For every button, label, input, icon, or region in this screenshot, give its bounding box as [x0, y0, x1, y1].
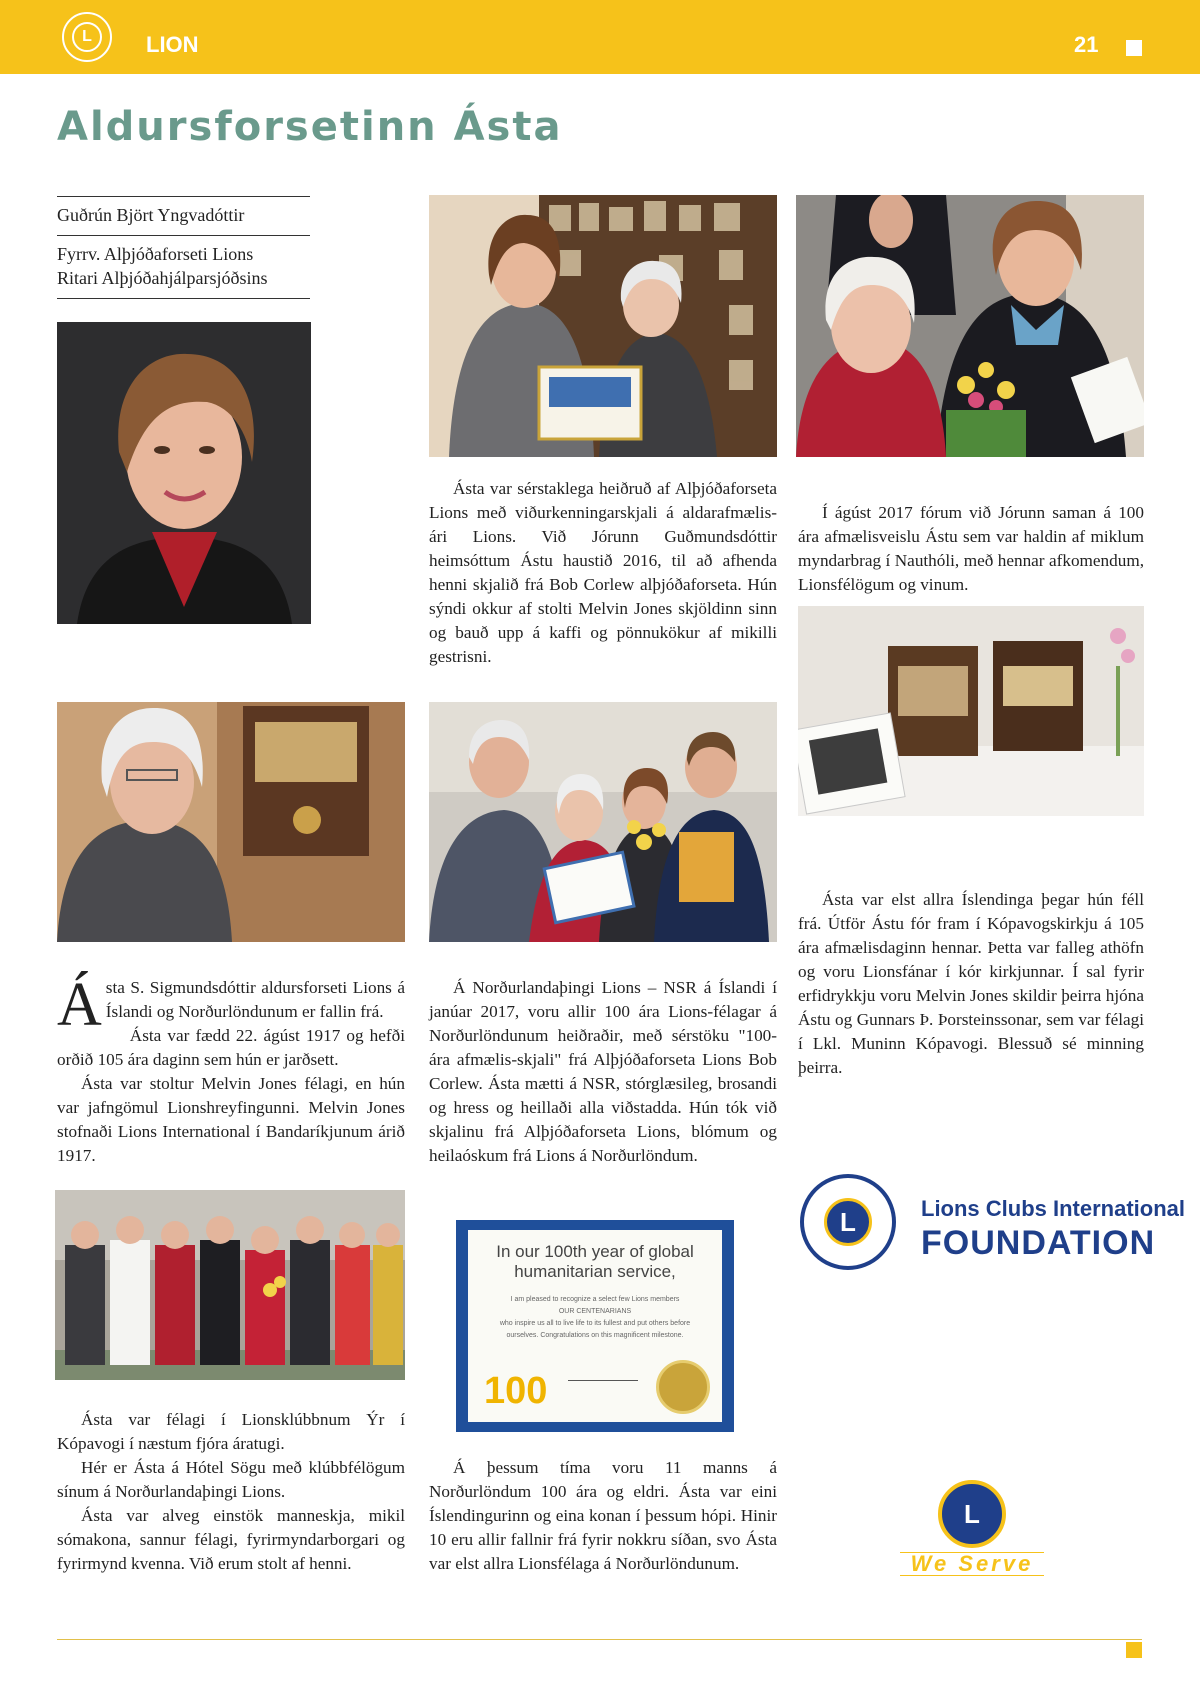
dropcap: Á [57, 971, 102, 1039]
col2-paragraph-3: Á þessum tíma voru 11 manns á Norðurlöndum 100 ára og eldri. Ásta var eini Íslendingurinn og eina konan í þessum hópi. Hinir 10 eru allir fallnir frá fyrir nokkru síðan, svo Ásta var elst allra Lionsfélaga á Norðurlöndunum. [429, 1458, 777, 1573]
col1-text-block-1: Ásta S. Sigmundsdóttir aldursforseti Lions á Íslandi og Norðurlöndunum er fallin frá. Ásta var fædd 22. ágúst 1917 og hefði orðið 105 ára daginn sem hún er jarðsett. Ásta var stoltur Melvin Jones félagi, en hún var jafngömul Lionshreyfingunni. Melvin Jones stofnaði Lions International í Bandaríkjunum árið 1917. [57, 971, 405, 1165]
we-serve-text: We Serve [900, 1552, 1044, 1576]
certificate-100-badge: 100 [484, 1370, 548, 1412]
we-serve-logo [900, 1478, 1044, 1576]
col2-paragraph-2: Á Norðurlandaþingi Lions – NSR á Íslandi í janúar 2017, voru allir 100 ára Lions-félagar á Norðurlöndunum heiðraðir, með sérstöku "100-ára afmælis-skjali" frá Alþjóðaforseta Lions Bob Corlew. Ásta mætti á NSR, stórglæsileg, brosandi og hress og heillaði alla viðstadda. Hún tók við skjalinu frá Alþjóðaforseta Lions, blómum og heilaóskum frá Lions á Norðurlöndum. [429, 978, 777, 1165]
lions-emblem-icon: L [800, 1174, 896, 1270]
col3-paragraph-1: Í ágúst 2017 fórum við Jórunn saman á 100 ára afmælisveislu Ástu sem var haldin af miklum myndarbrag í Nauthóli, með hennar afkomendum, Lionsfélögum og vinum. [798, 503, 1144, 594]
certificate-signature-line [568, 1380, 638, 1381]
page-square-icon [1126, 40, 1142, 56]
page-number: 21 [1074, 32, 1099, 57]
col3-paragraph-2: Ásta var elst allra Íslendinga þegar hún féll frá. Útför Ástu fór fram í Kópavogskirkju á 105 ára afmælisdaginn hennar. Þetta var falleg athöfn og voru Lionsfánar í kór kirkjunnar. Í sal fyrir erfidrykkju voru Melvin Jones skildir þeirra hjóna Ástu og Gunnars Þ. Þorsteinssonar, sem var félagi í Lkl. Muninn Kópavogi. Blessuð sé minning þeirra. [798, 890, 1144, 1077]
certificate-visit-photo [429, 195, 777, 457]
birthday-party-photo [796, 195, 1144, 457]
lcif-line-2: FOUNDATION [921, 1224, 1156, 1262]
author-portrait-photo [57, 322, 311, 624]
col2-paragraph-1: Ásta var sérstaklega heiðruð af Alþjóðaforseta Lions með viðurkenningarskjali á aldarafmælis-ári Lions. Við Jórunn Guðmundsdóttir heimsóttum Ástu haustið 2016, til að afhenda henni skjalið frá Bob Corlew alþjóðaforseta. Hún sýndi okkur af stolti Melvin Jones skjöldinn sinn og bauð upp á kaffi og pönnukökur af mikilli gestrisni. [429, 479, 777, 666]
lions-emblem-small-icon: L [938, 1480, 1006, 1548]
centenarian-certificate-image [456, 1220, 734, 1432]
certificate-heading: In our 100th year of global humanitarian service, [496, 1242, 694, 1281]
article-title: Aldursforsetinn Ásta [57, 104, 563, 150]
nsr-presentation-photo [429, 702, 777, 942]
author-roles [57, 236, 310, 298]
author-role-2: Ritari Alþjóðahjálparsjóðsins [57, 268, 268, 288]
lions-logo-icon: L [62, 12, 112, 62]
page-header [0, 0, 1200, 74]
author-name: Guðrún Björt Yngvadóttir [57, 205, 245, 225]
asta-with-plaque-photo [57, 702, 405, 942]
intro-paragraph: Ásta S. Sigmundsdóttir aldursforseti Lions á Íslandi og Norðurlöndunum er fallin frá. [57, 971, 405, 1039]
club-group-photo [55, 1190, 405, 1380]
byline [57, 196, 310, 299]
melvin-jones-plaques-photo [798, 606, 1144, 816]
certificate-body: I am pleased to recognize a select few Lions members OUR CENTENARIANS who inspire us all to live life to its fullest and put others before ourselves. Congratulations on this magnificent milestone. [499, 1296, 691, 1339]
col1-text-block-2: Ásta var félagi í Lionsklúbbnum Ýr í Kópavogi í næstum fjóra áratugi. Hér er Ásta á Hótel Sögu með klúbbfélögum sínum á Norðurlandaþingi Lions. Ásta var alveg einstök manneskja, mikil sómakona, sannur félagi, fyrirmyndarborgari og fyrirmynd kvenna. Við erum stolt af henni. [57, 1410, 405, 1573]
author-role-1: Fyrrv. Alþjóðaforseti Lions [57, 244, 254, 264]
gold-seal-icon [656, 1360, 710, 1414]
lcif-logo [800, 1172, 1186, 1272]
lcif-line-1: Lions Clubs International [921, 1196, 1186, 1221]
footer-square-icon [1126, 1642, 1142, 1658]
footer-rule [57, 1639, 1142, 1640]
magazine-name: LION [146, 32, 199, 57]
